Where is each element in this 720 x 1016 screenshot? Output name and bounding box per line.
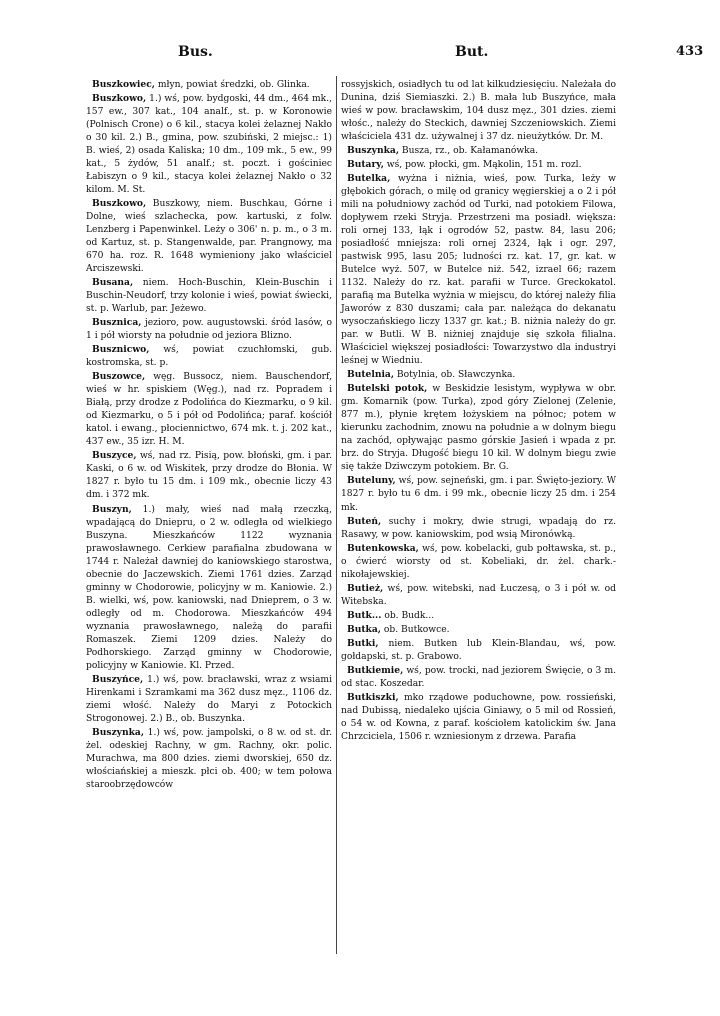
- dictionary-entry: [86, 673, 332, 726]
- entry-text: wś, powiat czuchłomski, gub. kostromska, st. p.: [86, 345, 332, 369]
- entry-text: Botylnia, ob. Sławczynka.: [394, 370, 516, 381]
- dictionary-entry: [86, 503, 332, 673]
- entry-headword: Butelka,: [347, 173, 391, 185]
- entry-text: niem. Hoch-Buschin, Klein-Buschin i Buschin-Neudorf, trzy kolonie i wieś, powiat świecki, st. p. Warlub, par. Jeżewo.: [86, 278, 332, 315]
- dictionary-entry: [341, 382, 616, 474]
- dictionary-entry: [341, 158, 616, 172]
- entry-text: Busza, rz., ob. Kałamanówka.: [399, 146, 539, 157]
- entry-headword: Buszkowiec,: [92, 79, 155, 90]
- entry-headword: Butka,: [347, 623, 381, 635]
- entry-headword: Buszyn,: [92, 503, 132, 515]
- entry-headword: Butkiszki,: [347, 691, 399, 703]
- entry-headword: Buszowce,: [92, 371, 146, 383]
- dictionary-entry: [341, 78, 616, 144]
- entry-text: wyżna i niżnia, wieś, pow. Turka, leży w głębokich górach, o milę od granicy węgierskiej a o 2 i pół mili na południowy zachód od Turki, nad potokiem Filowa, dopływem rzeki Stryja. Przestrzeni ma posiadł. większa: roli ornej 133, łąk i ogrodów 52, pastw. 84, lasu 206; posiadłość mniejsza: roli ornej 2324, łąk i ogr. 297, pastwisk 995, lasu 205; ludności rz. kat. 17, gr. kat. w Butelce wyż. 507, w Butelce niż. 542, izrael 66; razem 1132. Należy do rz. kat. parafii w Turce. Greckokatol. parafią ma Butelka wyżnia w miejscu, do której należy filia Jaworów z 830 duszami; cała par. należąca do dekanatu wysoczańskiego liczy 1337 gr. kat.; B. niżnia należy do gr. par. w Butli. W B. niżniej znajduje się szkoła filialna. Właściciel większej posiadłości: Towarzystwo dla industryi leśnej w Wiedniu.: [341, 174, 616, 367]
- entry-headword: Butk...: [347, 609, 382, 621]
- entry-text: 1.) mały, wieś nad małą rzeczką, wpadającą do Dniepru, o 2 w. odległa od wielkiego Buszyna. Mieszkańców 1122 wyznania prawosławnego. Cerkiew parafialna zbudowana w 1744 r. Należał dawniej do kaniowskiego starostwa, obecnie do Jaczewskich. Ziemi 1761 dzies. Zarząd gminny w Chodorowie, policyjny w m. Kaniowie. 2.) B. wielki, wś, pow. kaniowski, nad Dnieprem, o 3 w. odległy od m. Chodorowa. Mieszkańców 494 wyznania prawosławnego, należą do parafii Romaszek. Ziemi 1209 dzies. Należy do Podhorskiego. Zarząd gminny w Chodorowie, policyjny w Kaniowie. Kl. Przed.: [86, 504, 332, 671]
- entry-headword: Buszynka,: [347, 145, 400, 157]
- dictionary-entry: [341, 172, 616, 368]
- entry-text: niem. Butken lub Klein-Blandau, wś, pow. gołdapski, st. p. Grabowo.: [341, 638, 616, 662]
- entry-headword: Butary,: [347, 159, 384, 171]
- left-column: [86, 78, 332, 792]
- entry-text: wś, pow. płocki, gm. Mąkolin, 151 m. rozl.: [383, 160, 582, 171]
- entry-headword: Buszkowo,: [92, 93, 147, 105]
- dictionary-entry: [341, 515, 616, 542]
- entry-text: wś, pow. sejneński, gm. i par. Święto-jeziory. W 1827 r. było tu 6 dm. i 99 mk., obecnie liczy 25 dm. i 254 mk.: [341, 476, 616, 513]
- dictionary-entry: [86, 370, 332, 449]
- entry-text: suchy i mokry, dwie strugi, wpadają do rz. Rasawy, w pow. kaniowskim, pod wsią Mironówką.: [341, 516, 616, 540]
- page-number: 433: [676, 44, 704, 59]
- dictionary-entry: [86, 276, 332, 316]
- entry-headword: Buteń,: [347, 515, 382, 527]
- entry-headword: Butelnia,: [347, 369, 395, 381]
- dictionary-entry: [341, 474, 616, 514]
- entry-text: jezioro, pow. augustowski. śród lasów, o 1 i pół wiorsty na południe od jeziora Blizno.: [86, 318, 332, 342]
- entry-headword: Busznica,: [92, 317, 142, 329]
- entry-text: wś, pow. witebski, nad Łuczesą, o 3 i pół w. od Witebska.: [341, 583, 616, 607]
- entry-headword: Busana,: [92, 277, 134, 289]
- entry-text: wś, nad rz. Pisią, pow. błoński, gm. i par. Kaski, o 6 w. od Wiskitek, przy drodze do Błonia. W 1827 r. było tu 15 dm. i 109 mk., obecnie liczy 43 dm. i 372 mk.: [86, 451, 332, 501]
- entry-text: wś, pow. trocki, nad jeziorem Święcie, o 3 m. od stac. Koszedar.: [341, 665, 616, 689]
- dictionary-entry: [86, 449, 332, 502]
- entry-text: węg. Bussocz, niem. Bauschendorf, wieś w hr. spiskiem (Węg.), nad rz. Popradem i Białą, przy drodze z Podolińca do Kiezmarku, o 9 kil. od Kiezmarku, o 5 i pół od Podolińca; paraf. kościół katol. i ewang., płociennictwo, 674 mk. t. j. 202 kat., 437 ew., 35 izr. H. M.: [86, 372, 332, 448]
- right-column: [341, 78, 616, 744]
- entry-text: ob. Budk...: [381, 610, 435, 621]
- dictionary-entry: [341, 691, 616, 744]
- dictionary-entry: [341, 623, 616, 637]
- entry-text: 1.) wś, pow. jampolski, o 8 w. od st. dr. żel. odeskiej Rachny, w gm. Rachny, okr. polic. Murachwa, ma 800 dzies. ziemi dworskiej, 650 dz. włościańskiej a mieszk. płci ob. 400; w tem połowa staroobrzędowców: [86, 727, 332, 790]
- column-divider: [336, 76, 337, 954]
- dictionary-entry: [341, 637, 616, 664]
- dictionary-entry: [86, 92, 332, 197]
- entry-headword: Buszkowo,: [92, 198, 147, 210]
- entry-text: 1.) wś, pow. bracławski, wraz z wsiami Hirenkami i Szramkami ma 362 dusz męz., 1106 dz. ziemi włość. Należy do Maryi z Potockich Strogonowej. 2.) B., ob. Buszynka.: [86, 674, 332, 724]
- dictionary-entry: [86, 78, 332, 92]
- entry-headword: Butenkowska,: [347, 542, 419, 554]
- entry-headword: Buszyce,: [92, 450, 137, 462]
- entry-headword: Butki,: [347, 637, 379, 649]
- entry-text: młyn, powiat średzki, ob. Glinka.: [154, 80, 310, 90]
- dictionary-entry: [341, 542, 616, 582]
- entry-headword: Buszyńce,: [92, 673, 144, 685]
- entry-text: wś, pow. kobelacki, gub połtawska, st. p., o ćwierć wiorsty od st. Kobeliaki, dr. żel. chark.-nikołajewskiej.: [341, 543, 616, 580]
- entry-text: rossyjskich, osiadłych tu od lat kilkudziesięciu. Należała do Dunina, dziś Siemiaszki. 2.) B. mała lub Buszyńce, mała wieś w pow. bracławskim, 104 dusz męz., 301 dzies. ziemi włośc., należy do Steckich, dawniej Szczeniowskich. Ziemi właściciela 431 dz. używalnej i 37 dz. nieużytków. Dr. M.: [341, 80, 616, 143]
- entry-headword: Buteluny,: [347, 475, 396, 487]
- dictionary-entry: [341, 609, 616, 623]
- page-header: [0, 44, 720, 68]
- entry-headword: Busznicwo,: [92, 344, 150, 356]
- dictionary-entry: [341, 368, 616, 382]
- dictionary-entry: [341, 664, 616, 691]
- entry-text: ob. Butkowce.: [380, 624, 450, 635]
- entry-text: Buszkowy, niem. Buschkau, Górne i Dolne, wieś szlachecka, pow. kartuski, z folw. Lenzberg i Papenwinkel. Leży o 306' n. p. m., o 3 m. od Kartuz, st. p. Stangenwalde, par. Prangnowy, ma 670 ha. roz. R. 1648 wymieniony jako właściciel Arciszewski.: [86, 199, 332, 275]
- dictionary-entry: [341, 144, 616, 158]
- entry-text: 1.) wś, pow. bydgoski, 44 dm., 464 mk., 157 ew., 307 kat., 104 analf., st. p. w Koronowie (Polnisch Crone) o 6 kil., stacya kolei żelaznej Nakło o 30 kil. 2.) B., gmina, pow. szubiński, 2 miejsc.: 1) B. wieś, 2) osada Kaliska; 10 dm., 109 mk., 5 ew., 99 kat., 5 żydów, 51 analf.; st. poczt. i gościniec Łabiszyn o 9 kil., stacya kolei żelaznej Nakło o 32 kilom. M. St.: [86, 94, 332, 196]
- entry-headword: Buszynka,: [92, 726, 145, 738]
- entry-headword: Butkiemie,: [347, 664, 404, 676]
- running-head-right: But.: [455, 44, 489, 60]
- entry-headword: Butież,: [347, 582, 384, 594]
- dictionary-entry: [86, 726, 332, 792]
- entry-text: w Beskidzie lesistym, wypływa w obr. gm. Komarnik (pow. Turka), zpod góry Zielonej (Zelenie, 877 m.), płynie krętem łożyskiem na północ; potem w kierunku zachodnim, znowu na południe a w dolnym biegu na zachód, opływając pasmo górskie Jasień i wpada z pr. brz. do Stryja. Długość biegu 10 kil. W dolnym biegu zwie się także Dziwczym potokiem. Br. G.: [341, 384, 616, 473]
- dictionary-entry: [341, 582, 616, 609]
- dictionary-entry: [86, 197, 332, 276]
- running-head-left: Bus.: [178, 44, 213, 60]
- entry-headword: Butelski potok,: [347, 383, 428, 395]
- dictionary-entry: [86, 343, 332, 370]
- dictionary-entry: [86, 316, 332, 343]
- entry-text: mko rządowe poduchowne, pow. rossieński, nad Dubissą, niedaleko ujścia Giniawy, o 5 mil od Rossień, o 54 w. od Kowna, z paraf. kościołem katolickim św. Jana Chrzciciela, 1506 r. wzniesionym z drzewa. Parafia: [341, 692, 616, 742]
